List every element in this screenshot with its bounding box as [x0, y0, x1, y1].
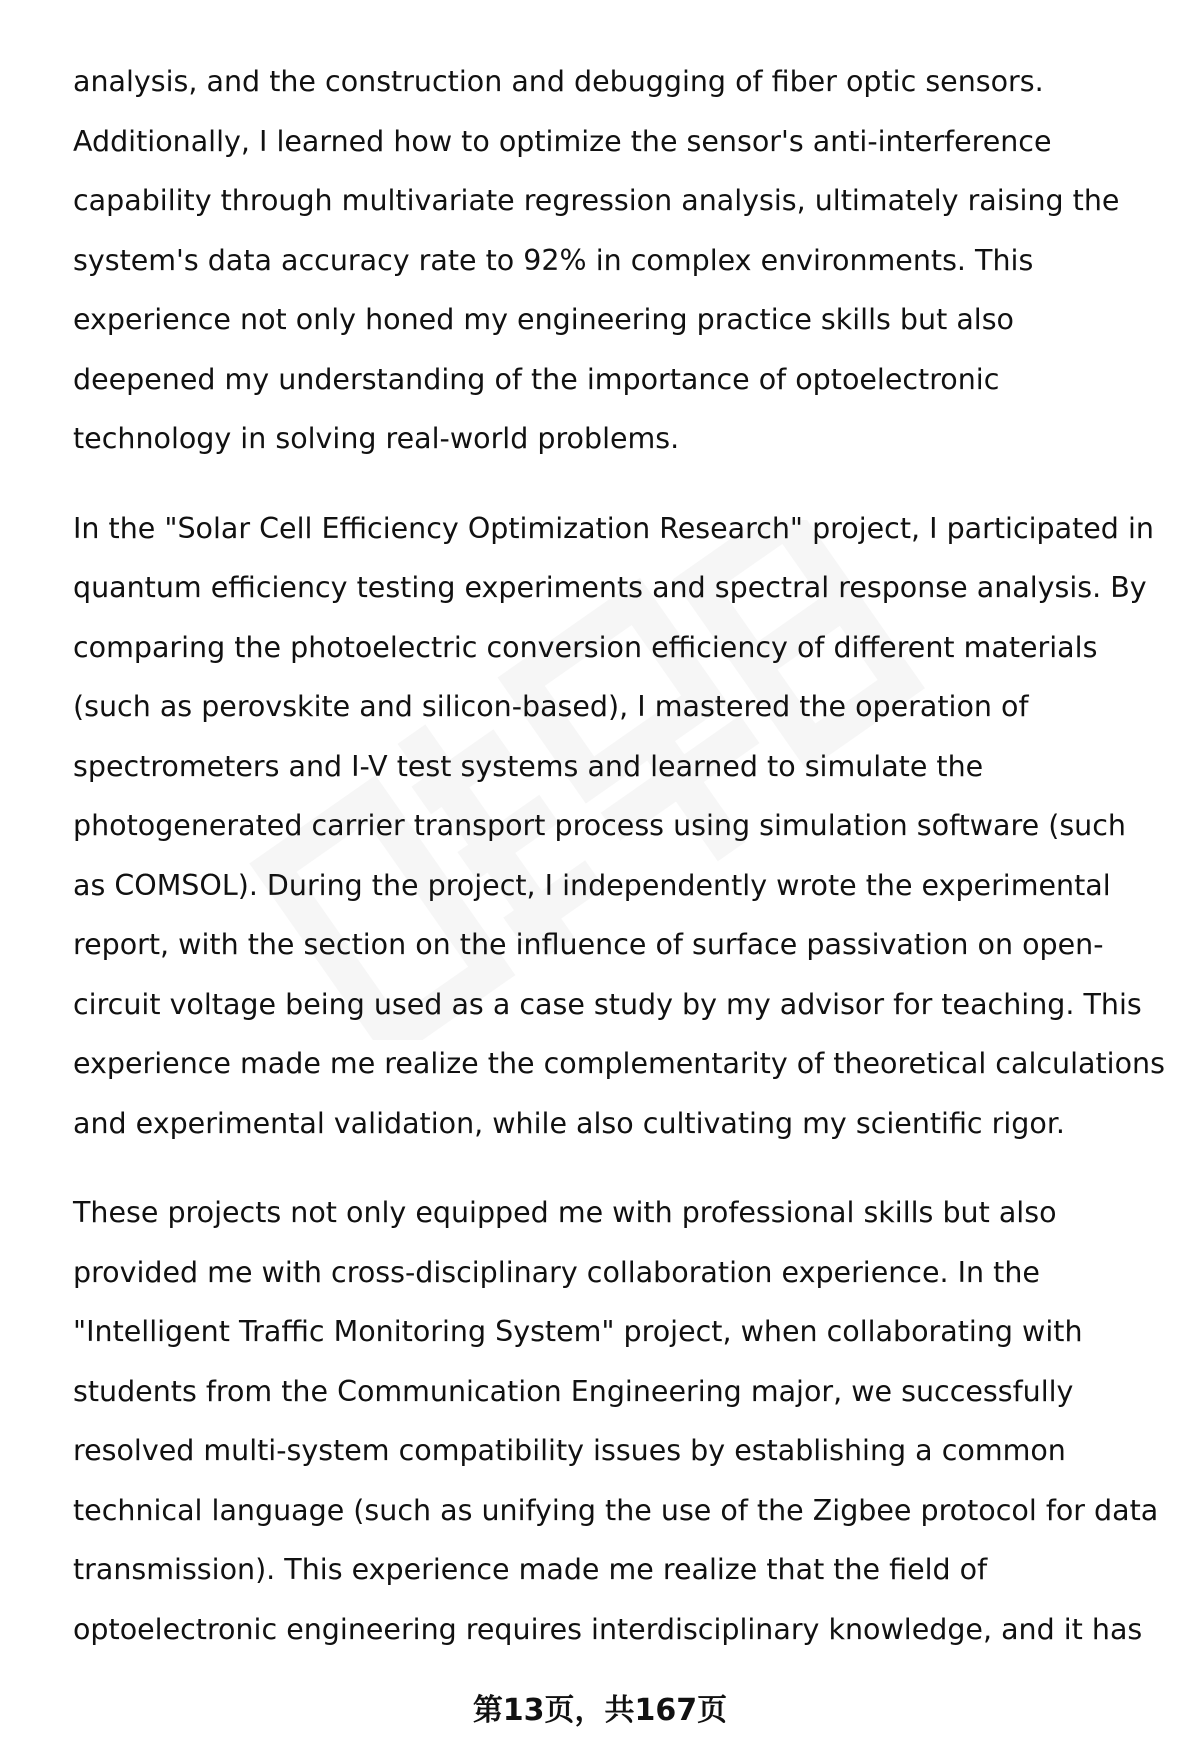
- text-line: deepened my understanding of the importance of optoelectronic: [73, 362, 1000, 396]
- text-line: students from the Communication Engineering major, we successfully: [73, 1374, 1074, 1408]
- paragraph: [73, 52, 1153, 469]
- text-line: as COMSOL). During the project, I independently wrote the experimental: [73, 868, 1111, 902]
- text-line: capability through multivariate regression analysis, ultimately raising the: [73, 184, 1120, 217]
- paragraph: [73, 499, 1165, 1154]
- text-line: and experimental validation, while also cultivating my scientific rigor.: [73, 1106, 1065, 1140]
- text-line: spectrometers and I-V test systems and learned to simulate the: [73, 749, 984, 783]
- text-line: optoelectronic engineering requires interdisciplinary knowledge, and it has: [73, 1612, 1143, 1646]
- text-line: photogenerated carrier transport process using simulation software (such: [73, 809, 1126, 842]
- text-line: comparing the photoelectric conversion efficiency of different materials: [73, 630, 1098, 664]
- text-line: system's data accuracy rate to 92% in complex environments. This: [73, 243, 1034, 277]
- text-line: circuit voltage being used as a case study by my advisor for teaching. This: [73, 987, 1142, 1021]
- text-line: These projects not only equipped me with professional skills but also: [73, 1196, 1057, 1229]
- text-line: transmission). This experience made me realize that the field of: [73, 1553, 988, 1586]
- text-line: (such as perovskite and silicon-based), I mastered the operation of: [73, 690, 1029, 723]
- text-line: resolved multi-system compatibility issues by establishing a common: [73, 1434, 1066, 1467]
- text-line: technical language (such as unifying the use of the Zigbee protocol for data: [73, 1493, 1159, 1527]
- paragraph-spacer: [73, 1153, 1153, 1183]
- text-line: report, with the section on the influence of surface passivation on open-: [73, 928, 1104, 961]
- body-text: [73, 52, 1165, 1659]
- text-line: experience made me realize the complementarity of theoretical calculations: [73, 1047, 1165, 1080]
- text-line: analysis, and the construction and debugging of fiber optic sensors.: [73, 65, 1044, 98]
- page-number-footer: 第13页，共167页: [472, 1693, 728, 1728]
- text-line: experience not only honed my engineering practice skills but also: [73, 303, 1014, 336]
- text-line: technology in solving real-world problems.: [73, 422, 680, 455]
- paragraph: [73, 1183, 1159, 1659]
- text-line: quantum efficiency testing experiments and spectral response analysis. By: [73, 571, 1147, 604]
- text-line: "Intelligent Traffic Monitoring System" project, when collaborating with: [73, 1315, 1083, 1348]
- text-line: Additionally, I learned how to optimize the sensor's anti-interference: [73, 124, 1052, 158]
- text-line: provided me with cross-disciplinary collaboration experience. In the: [73, 1255, 1040, 1289]
- paragraph-spacer: [73, 469, 1153, 499]
- text-line: In the "Solar Cell Efficiency Optimization Research" project, I participated in: [73, 511, 1154, 545]
